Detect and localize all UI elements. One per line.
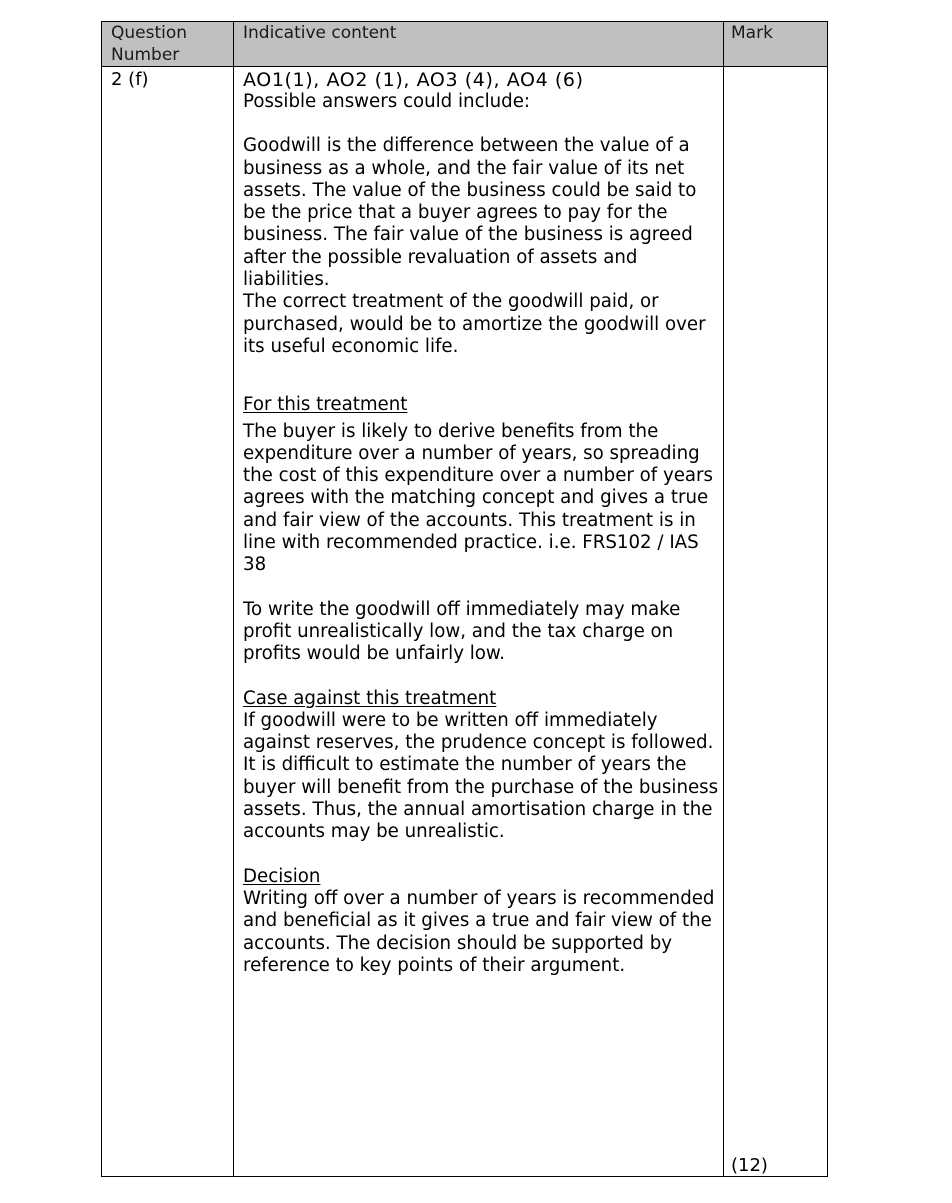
question-number: 2 (f): [111, 69, 149, 90]
mark-value: (12): [731, 1155, 768, 1176]
assessment-objectives: AO1(1), AO2 (1), AO3 (4), AO4 (6): [243, 69, 584, 91]
header-question-number: Question Number: [111, 23, 188, 65]
column-divider: [723, 22, 724, 1176]
correct-treatment: The correct treatment of the goodwill paid, or purchased, would be to amortize the goodwill over its useful economic life.: [243, 291, 706, 357]
mark-scheme-table: [101, 21, 828, 1177]
goodwill-definition: Goodwill is the difference between the value of a business as a whole, and the fair value of its net assets. The value of the business could be said to be the price that a buyer agrees to pay for the business. The fair value of the business is agreed after the possible revaluation of assets and liabilities.: [243, 135, 697, 291]
indicative-content: [243, 91, 719, 977]
column-divider: [233, 22, 234, 1176]
against-treatment-heading: Case against this treatment: [243, 687, 497, 709]
against-estimate-para: It is difficult to estimate the number of years the buyer will benefit from the purchase of the business assets. Thus, the annual amortisation charge in the accounts may be unrealistic.: [243, 754, 719, 843]
decision-heading: Decision: [243, 865, 321, 887]
for-treatment-heading: For this treatment: [243, 394, 408, 416]
intro-text: Possible answers could include:: [243, 91, 531, 112]
header-indicative-content: Indicative content: [243, 23, 397, 43]
against-prudence-para: If goodwill were to be written off immediately against reserves, the prudence concept is followed.: [243, 709, 714, 754]
for-treatment-para: The buyer is likely to derive benefits from the expenditure over a number of years, so spreading the cost of this expenditure over a number of years agrees with the matching concept and gives a true and fair view of the accounts. This treatment is in line with recommended practice. i.e. FRS102 / IAS 38: [243, 420, 714, 576]
header-mark: Mark: [731, 23, 773, 43]
write-off-para: To write the goodwill off immediately may make profit unrealistically low, and the tax charge on profits would be unfairly low.: [243, 598, 681, 665]
decision-para: Writing off over a number of years is recommended and beneficial as it gives a true and fair view of the accounts. The decision should be supported by reference to key points of their argument.: [243, 887, 715, 976]
